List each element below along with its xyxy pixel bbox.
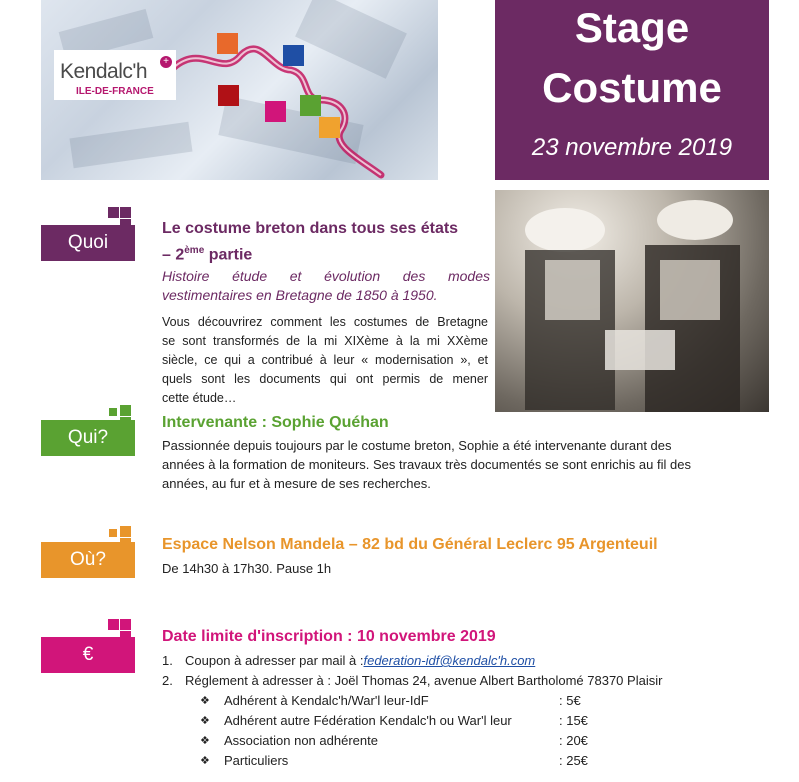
quoi-title-a: Le costume breton dans tous ses états xyxy=(162,220,459,237)
qui-line: années, au fur et à mesure de ses recherches. xyxy=(162,476,431,491)
ou-deco-square xyxy=(120,526,131,537)
kendalch-logo xyxy=(54,50,176,100)
blue-square xyxy=(283,45,304,66)
qui-tag xyxy=(41,420,135,456)
quoi-subtitle xyxy=(162,267,490,305)
list-text: Coupon à adresser par mail à : xyxy=(185,653,364,668)
tarif-label: Adhérent à Kendalc'h/War'l leur-IdF xyxy=(224,693,429,708)
bullet-icon: ❖ xyxy=(200,755,210,767)
ou-tag xyxy=(41,542,135,578)
yellow-square xyxy=(319,117,340,138)
qui-title: Intervenante : Sophie Quéhan xyxy=(162,414,389,431)
quoi-subtitle-2: vestimentaires en Bretagne de 1850 à 1950. xyxy=(162,287,438,303)
green-square xyxy=(300,95,321,116)
costume-photo xyxy=(495,190,769,412)
bullet-icon: ❖ xyxy=(200,715,210,727)
list-number: 1. xyxy=(162,653,173,668)
quoi-line: Vous découvrirez comment les costumes de Bretagne xyxy=(162,315,488,329)
qui-line: années à la formation de moniteurs. Ses travaux très documentés se sont enrichis au fil des xyxy=(162,457,691,472)
qui-line: Passionnée depuis toujours par le costume breton, Sophie a été intervenante durant des xyxy=(162,438,672,453)
tarif-price: : 25€ xyxy=(559,753,588,768)
quoi-title xyxy=(162,218,492,266)
quoi-line: quels sont les documents qui ont permis de mener xyxy=(162,372,488,386)
title-box xyxy=(495,0,769,180)
quoi-title-b-prefix: – 2 xyxy=(162,246,185,264)
list-text: Réglement à adresser à : Joël Thomas 24, avenue Albert Bartholomé 78370 Plaisir xyxy=(185,673,663,688)
title-line-2: Costume xyxy=(542,64,722,111)
qui-deco-square xyxy=(120,405,131,416)
tarif-label: Association non adhérente xyxy=(224,733,378,748)
quoi-body xyxy=(162,313,488,408)
prix-tag xyxy=(41,637,135,673)
quoi-title-b-suffix: partie xyxy=(204,246,253,264)
tarif-label: Particuliers xyxy=(224,753,289,768)
quoi-title-sup: ème xyxy=(184,245,205,256)
qui-tag-label: Qui? xyxy=(67,427,109,448)
quoi-deco-square xyxy=(120,207,131,218)
list-item xyxy=(162,651,782,671)
prix-deco-square xyxy=(108,619,119,630)
tarif-price: : 20€ xyxy=(559,733,588,748)
ou-deco-square xyxy=(109,529,117,537)
euro-icon: € xyxy=(82,644,94,665)
tarif-row xyxy=(162,731,782,751)
bullet-icon: ❖ xyxy=(200,695,210,707)
quoi-subtitle-1: Histoire étude et évolution des modes xyxy=(162,268,490,284)
prix-title: Date limite d'inscription : 10 novembre 2019 xyxy=(162,628,496,645)
qui-body xyxy=(162,436,762,493)
logo-sub: ILE-DE-FRANCE xyxy=(76,86,154,97)
title-line-1: Stage xyxy=(574,4,690,51)
red-square xyxy=(218,85,239,106)
bullet-icon: ❖ xyxy=(200,735,210,747)
pink-square xyxy=(265,101,286,122)
event-date: 23 novembre 2019 xyxy=(531,134,733,161)
tarif-price: : 15€ xyxy=(559,713,588,728)
tarif-row xyxy=(162,751,782,771)
orange-square xyxy=(217,33,238,54)
prix-list xyxy=(162,651,782,771)
quoi-tag-label: Quoi xyxy=(67,232,109,253)
ou-title: Espace Nelson Mandela – 82 bd du Général Leclerc 95 Argenteuil xyxy=(162,536,658,553)
logo-name: Kendalc'h xyxy=(60,60,148,83)
quoi-tag xyxy=(41,225,135,261)
quoi-deco-square xyxy=(108,207,119,218)
qui-deco-square xyxy=(109,408,117,416)
tarif-row xyxy=(162,711,782,731)
tarif-label: Adhérent autre Fédération Kendalc'h ou War'l leur xyxy=(224,713,512,728)
prix-deco-square xyxy=(120,619,131,630)
tarif-price: : 5€ xyxy=(559,693,581,708)
email-link[interactable]: federation-idf@kendalc'h.com xyxy=(363,653,536,668)
logo-plus-icon: + xyxy=(160,56,172,68)
tarif-row xyxy=(162,691,782,711)
quoi-line: se sont transformés de la mi XIXème à la mi XXème xyxy=(162,334,488,348)
quoi-line: cette étude… xyxy=(162,391,237,405)
ou-body: De 14h30 à 17h30. Pause 1h xyxy=(162,561,332,576)
ou-tag-label: Où? xyxy=(70,549,106,570)
list-item xyxy=(162,671,782,691)
quoi-line: siècle, ce qui a contribué à leur « modernisation », et xyxy=(162,353,488,367)
list-number: 2. xyxy=(162,673,173,688)
